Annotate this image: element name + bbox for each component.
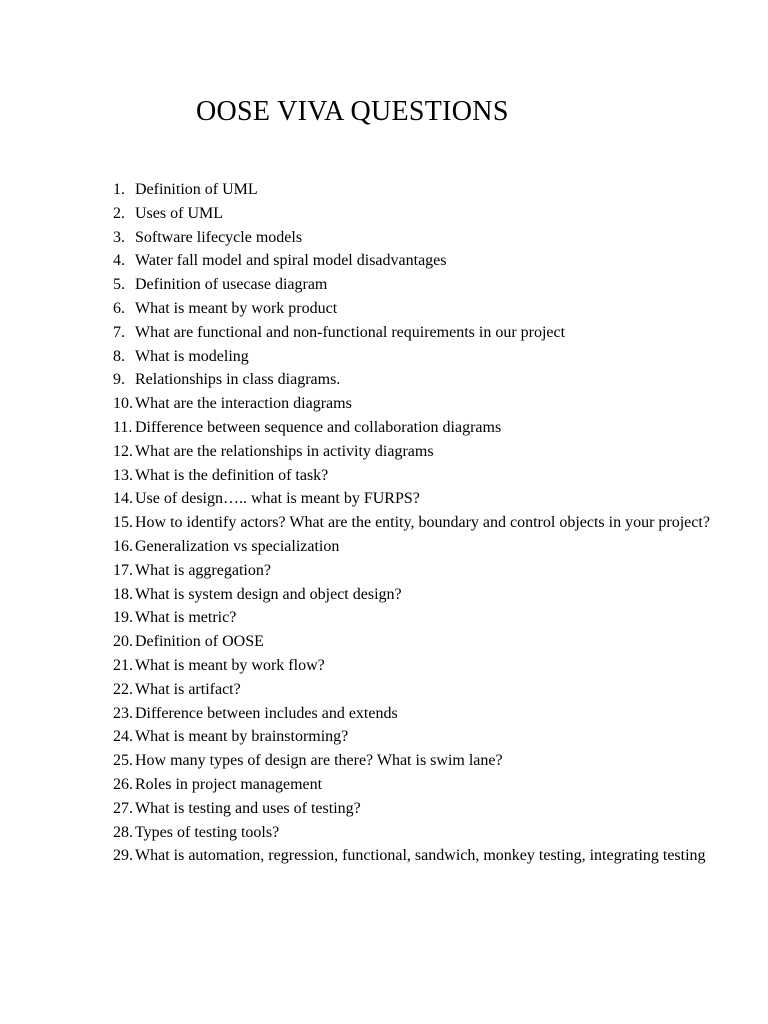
list-item [113,511,733,535]
question-number: 20. [113,633,133,651]
list-item [113,678,733,702]
list-item [113,654,733,678]
question-number: 18. [113,585,133,603]
question-number: 14. [113,490,133,508]
question-number: 9. [113,371,125,389]
question-number: 6. [113,299,125,317]
question-number: 29. [113,847,133,865]
question-text: Definition of UML [135,181,258,198]
question-text: Definition of OOSE [135,633,264,651]
list-item [113,202,733,226]
question-text: What is aggregation? [135,561,271,579]
list-item [113,345,733,369]
list-item [113,178,733,202]
list-item [113,535,733,559]
list-item [113,226,733,250]
list-item [113,844,733,868]
list-item [113,725,733,749]
list-item [113,416,733,440]
question-text: Software lifecycle models [135,228,303,246]
question-number: 11. [113,418,133,436]
question-number: 13. [113,466,133,484]
list-item [113,392,733,416]
question-text: Definition of usecase diagram [135,276,328,294]
question-list [113,178,733,868]
question-text: Difference between sequence and collaboration diagrams [135,418,502,436]
question-number: 27. [113,799,133,817]
list-item [113,821,733,845]
question-number: 7. [113,323,125,341]
question-number: 16. [113,537,133,555]
question-text: What is meant by brainstorming? [135,728,349,746]
question-number: 23. [113,704,133,722]
question-number: 5. [113,276,125,294]
list-item [113,368,733,392]
list-item [113,773,733,797]
question-text: Generalization vs specialization [135,537,340,555]
question-text: What is meant by work product [135,299,338,317]
question-text: What are the relationships in activity diagrams [135,442,434,460]
question-number: 24. [113,728,133,746]
list-item [113,583,733,607]
list-item [113,702,733,726]
question-text: How many types of design are there? What is swim lane? [135,752,503,770]
list-item [113,606,733,630]
list-item [113,797,733,821]
question-text: What is modeling [135,347,249,365]
question-number: 15. [113,514,133,532]
question-text: What is testing and uses of testing? [135,799,361,817]
question-text: Difference between includes and extends [135,704,398,722]
list-item [113,630,733,654]
question-number: 28. [113,823,133,841]
list-item [113,559,733,583]
list-item [113,297,733,321]
question-text: How to identify actors? What are the entity, boundary and control objects in your project? [135,514,710,532]
question-text: What are functional and non-functional requirements in our project [135,323,566,341]
page-title: OOSE VIVA QUESTIONS [196,96,509,127]
question-number: 25. [113,752,133,770]
question-number: 2. [113,204,125,222]
question-text: What is metric? [135,609,237,627]
question-text: Types of testing tools? [135,823,280,841]
question-text: What is system design and object design? [135,585,402,603]
question-number: 8. [113,347,125,365]
question-number: 26. [113,775,133,793]
list-item [113,440,733,464]
question-number: 10. [113,395,133,413]
question-number: 22. [113,680,133,698]
question-text: Use of design….. what is meant by FURPS? [135,490,420,508]
question-text: What is automation, regression, functional, sandwich, monkey testing, integrating testing [135,847,706,865]
list-item [113,749,733,773]
question-number: 19. [113,609,133,627]
question-number: 4. [113,252,125,270]
list-item [113,321,733,345]
question-text: What is artifact? [135,680,241,698]
question-number: 3. [113,228,125,246]
question-number: 21. [113,656,133,674]
list-item [113,249,733,273]
question-number: 12. [113,442,133,460]
question-text: Roles in project management [135,775,323,793]
question-number: 17. [113,561,133,579]
question-text: Water fall model and spiral model disadvantages [135,252,447,270]
question-text: What is meant by work flow? [135,656,325,674]
question-text: What are the interaction diagrams [135,395,352,413]
question-text: Relationships in class diagrams. [135,371,341,389]
question-number: 1. [113,181,125,198]
list-item [113,487,733,511]
question-text: Uses of UML [135,204,223,222]
list-item [113,464,733,488]
list-item [113,273,733,297]
question-text: What is the definition of task? [135,466,329,484]
